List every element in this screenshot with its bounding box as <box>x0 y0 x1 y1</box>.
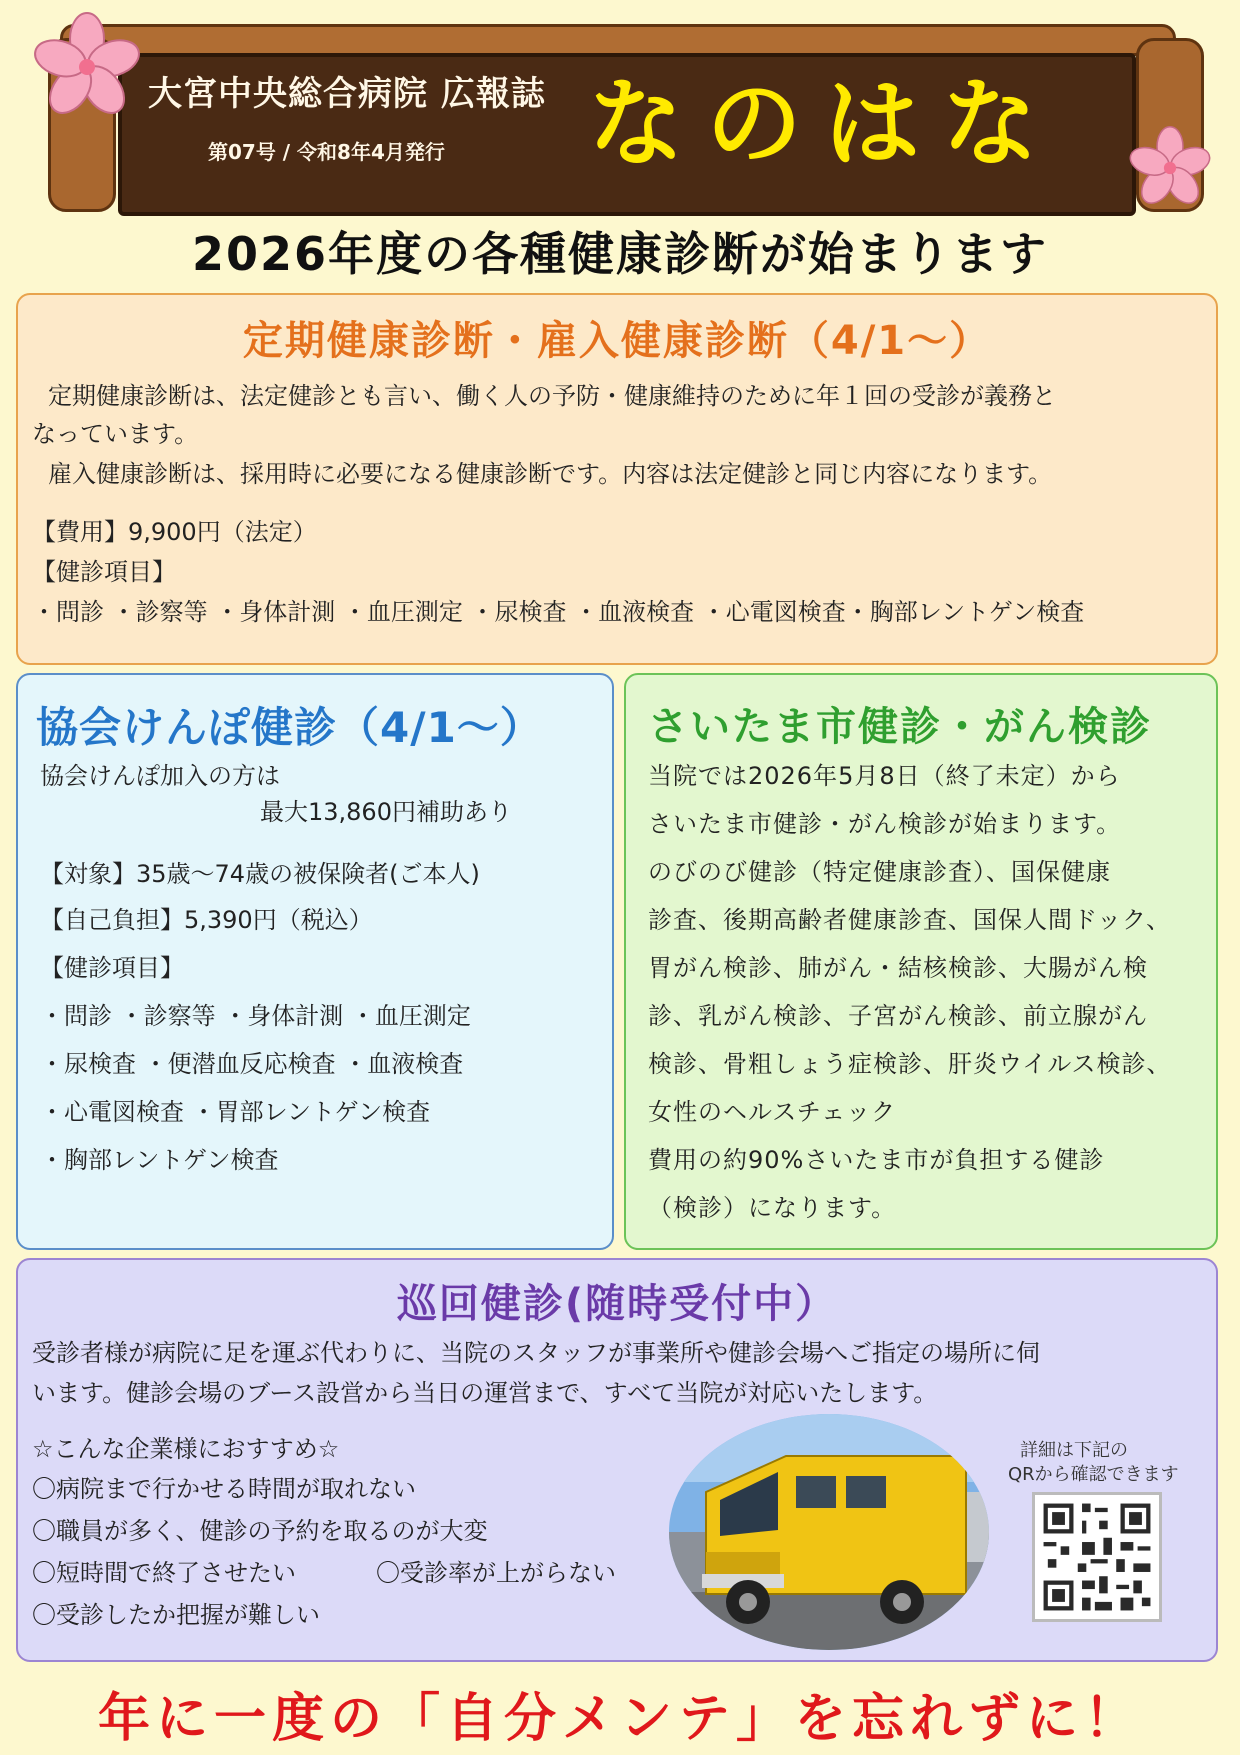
paragraph: なっています。 <box>32 420 199 448</box>
fee-line: 【費用】9,900円（法定） <box>32 518 317 546</box>
recommend-heading: ☆こんな企業様におすすめ☆ <box>32 1435 340 1463</box>
items-line: ・問診 ・診察等 ・身体計測 ・血圧測定 <box>40 1002 471 1030</box>
body-line: 検診、骨粗しょう症検診、肝炎ウイルス検診、 <box>648 1050 1172 1078</box>
section-title: さいたま市健診・がん検診 <box>648 704 1152 750</box>
qr-note: 詳細は下記の <box>1020 1440 1128 1461</box>
items-heading: 【健診項目】 <box>32 558 176 586</box>
target-line: 【対象】35歳～74歳の被保険者(ご本人) <box>40 860 480 888</box>
body-line: さいたま市健診・がん検診が始まります。 <box>648 810 1122 838</box>
recommend-item: 〇受診したか把握が難しい <box>32 1601 320 1629</box>
paragraph: 定期健康診断は、法定健診とも言い、働く人の予防・健康維持のために年１回の受診が義務と <box>48 382 1056 410</box>
qr-note: QRから確認できます <box>1008 1464 1179 1485</box>
recommend-item: 〇受診率が上がらない <box>376 1559 616 1587</box>
section-title: 定期健康診断・雇入健康診断（4/1～） <box>242 318 992 364</box>
qr-code-icon[interactable] <box>1032 1492 1162 1622</box>
body-line: 胃がん検診、肺がん・結核検診、大腸がん検 <box>648 954 1148 982</box>
footer-slogan: 年に一度の「自分メンテ」を忘れずに！ <box>97 1689 1142 1749</box>
body-line: 診、乳がん検診、子宮がん検診、前立腺がん <box>648 1002 1148 1030</box>
subsidy-line: 最大13,860円補助あり <box>260 798 512 826</box>
kyokai-kenpo-section <box>16 673 614 1250</box>
saitama-checkup-section <box>624 673 1218 1250</box>
cost-line: 【自己負担】5,390円（税込） <box>40 906 373 934</box>
items-list: ・問診 ・診察等 ・身体計測 ・血圧測定 ・尿検査 ・血液検査 ・心電図検査・胸部レントゲン検査 <box>32 598 1085 626</box>
recommend-item: 〇職員が多く、健診の予約を取るのが大変 <box>32 1517 488 1545</box>
paragraph: います。健診会場のブース設営から当日の運営まで、すべて当院が対応いたします。 <box>32 1379 938 1407</box>
items-line: ・尿検査 ・便潜血反応検査 ・血液検査 <box>40 1050 464 1078</box>
body-line: 費用の約90%さいたま市が負担する健診 <box>648 1146 1105 1174</box>
newsletter-title: 大宮中央総合病院 広報誌 <box>148 74 546 114</box>
issue-info: 第07号 / 令和8年4月発行 <box>208 140 445 164</box>
regular-checkup-section <box>16 293 1218 665</box>
body-line: 女性のヘルスチェック <box>648 1098 897 1126</box>
header-sign <box>40 18 1205 208</box>
section-title: 巡回健診(随時受付中） <box>396 1281 838 1327</box>
body-line: 診査、後期高齢者健康診査、国保人間ドック、 <box>648 906 1172 934</box>
section-title: 協会けんぽ健診（4/1～） <box>36 703 543 752</box>
body-line: 当院では2026年5月8日（終了未定）から <box>648 762 1121 790</box>
cherry-blossom-icon <box>32 12 142 122</box>
body-line: （検診）になります。 <box>648 1194 897 1222</box>
paragraph: 受診者様が病院に足を運ぶ代わりに、当院のスタッフが事業所や健診会場へご指定の場所に伺 <box>32 1339 1040 1367</box>
body-line: のびのび健診（特定健康診査）、国保健康 <box>648 858 1111 886</box>
intro-line: 協会けんぽ加入の方は <box>40 762 280 790</box>
cherry-blossom-icon <box>1128 126 1212 210</box>
newsletter-logo: なのはな <box>588 67 1060 180</box>
items-line: ・胸部レントゲン検査 <box>40 1146 279 1174</box>
paragraph: 雇入健康診断は、採用時に必要になる健康診断です。内容は法定健診と同じ内容になります。 <box>48 460 1053 488</box>
recommend-item: 〇病院まで行かせる時間が取れない <box>32 1475 416 1503</box>
items-line: ・心電図検査 ・胃部レントゲン検査 <box>40 1098 431 1126</box>
page-headline: 2026年度の各種健康診断が始まります <box>191 227 1049 281</box>
items-heading: 【健診項目】 <box>40 954 184 982</box>
recommend-item: 〇短時間で終了させたい <box>32 1559 296 1587</box>
checkup-bus-photo <box>666 1412 992 1652</box>
